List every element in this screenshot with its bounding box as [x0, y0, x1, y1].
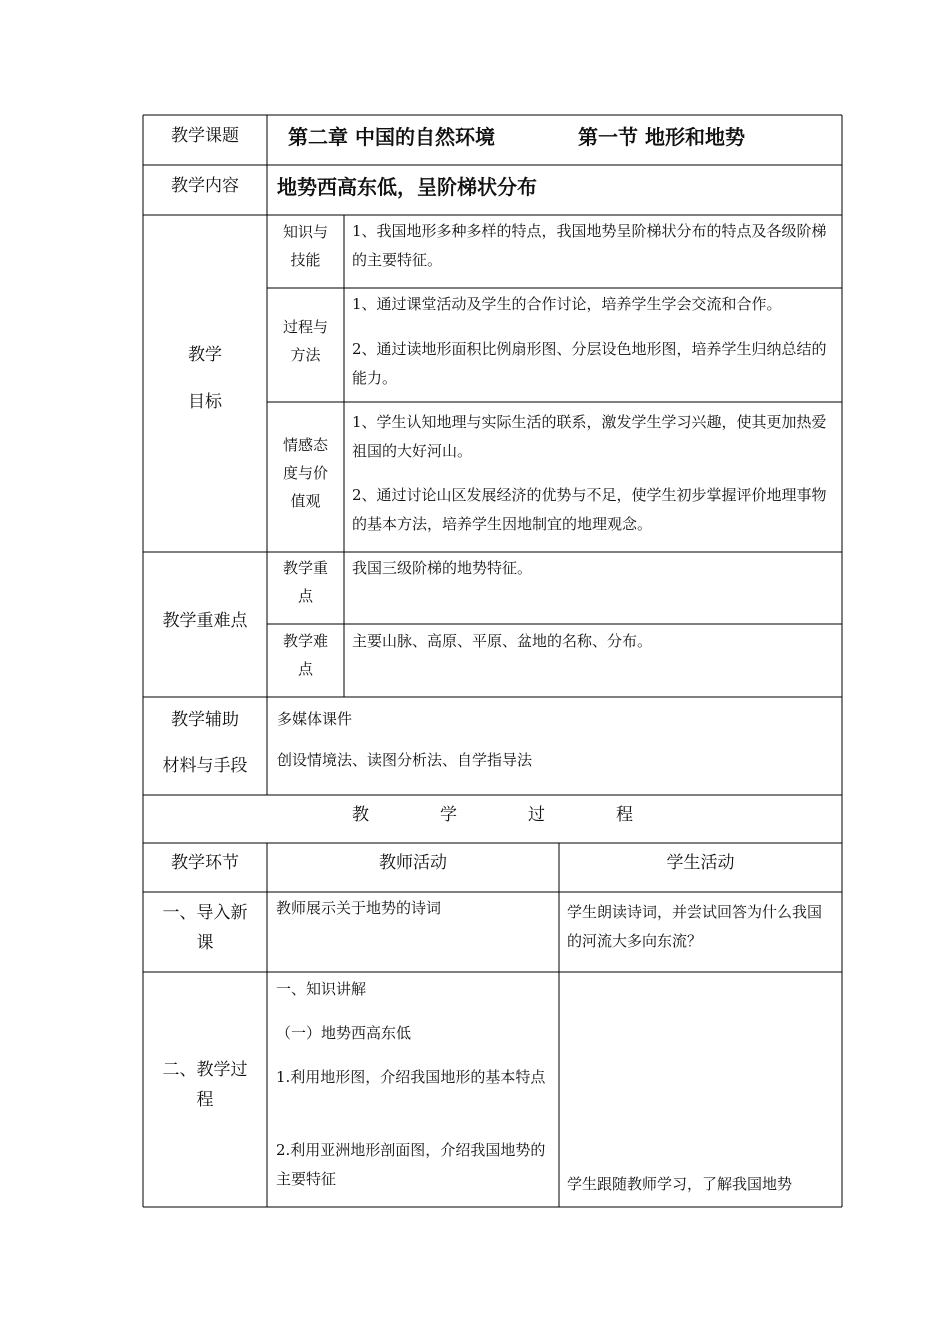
focus-label-1: 教学重 [282, 559, 328, 577]
emotion-label-2: 度与价 [282, 464, 328, 482]
materials-label-2: 材料与手段 [162, 756, 248, 776]
materials-line-1: 多媒体课件 [277, 710, 353, 728]
difficulty-label-2: 点 [297, 660, 313, 678]
row2-teacher-line: 一、知识讲解 [276, 980, 367, 998]
process-label-1: 过程与 [282, 318, 328, 336]
col-teacher-header: 教师活动 [379, 853, 447, 873]
topic-label: 教学课题 [171, 126, 239, 146]
difficulty-text: 主要山脉、高原、平原、盆地的名称、分布。 [352, 632, 653, 650]
process-label-2: 方法 [290, 346, 321, 364]
materials-line-2: 创设情境法、读图分析法、自学指导法 [277, 751, 533, 769]
content-label: 教学内容 [171, 176, 239, 196]
topic-chapter: 第二章 中国的自然环境 [288, 125, 495, 149]
process-text-2: 2、通过读地形面积比例扇形图、分层设色地形图，培养学生归纳总结的能力。 [352, 340, 827, 387]
emotion-label-3: 值观 [290, 492, 321, 510]
content-value: 地势西高东低，呈阶梯状分布 [277, 175, 537, 199]
row1-stage-2: 课 [196, 933, 214, 953]
process-title-char: 过 [528, 805, 545, 825]
keypoints-label: 教学重难点 [162, 611, 248, 631]
difficulty-label-1: 教学难 [282, 632, 328, 650]
focus-label-2: 点 [297, 587, 313, 605]
row2-stage-1: 二、教学过 [162, 1060, 248, 1080]
process-title-char: 教 [352, 805, 369, 825]
materials-label-1: 教学辅助 [171, 710, 239, 730]
process-title-char: 学 [440, 805, 457, 825]
row2-teacher-line: （一）地势西高东低 [276, 1024, 412, 1042]
knowledge-label-2: 技能 [290, 251, 321, 269]
row2-teacher-line: 1.利用地形图，介绍我国地形的基本特点 [276, 1068, 546, 1086]
emotion-text-1: 1、学生认知地理与实际生活的联系，激发学生学习兴趣，使其更加热爱祖国的大好河山。 [352, 413, 827, 460]
objectives-label-1: 教学 [188, 345, 222, 365]
focus-text: 我国三级阶梯的地势特征。 [352, 559, 533, 577]
row1-teacher: 教师展示关于地势的诗词 [276, 899, 442, 917]
knowledge-label-1: 知识与 [282, 223, 328, 241]
process-text-1: 1、通过课堂活动及学生的合作讨论，培养学生学会交流和合作。 [352, 295, 782, 313]
row2-student: 学生跟随教师学习，了解我国地势 [567, 1175, 793, 1193]
emotion-label-1: 情感态 [282, 436, 328, 454]
emotion-text-2: 2、通过讨论山区发展经济的优势与不足，使学生初步掌握评价地理事物的基本方法，培养学生因地制宜的地理观念。 [352, 486, 827, 533]
objectives-label-2: 目标 [188, 392, 222, 412]
row2-stage-2: 程 [196, 1090, 214, 1110]
col-stage-header: 教学环节 [171, 853, 239, 873]
process-title [143, 801, 842, 830]
row1-stage-1: 一、导入新 [162, 903, 248, 923]
knowledge-text: 1、我国地形多种多样的特点，我国地势呈阶梯状分布的特点及各级阶梯的主要特征。 [352, 222, 827, 269]
process-title-char: 程 [616, 805, 633, 825]
row1-student: 学生朗读诗词，并尝试回答为什么我国的河流大多向东流？ [567, 903, 823, 950]
row2-teacher-line: 2.利用亚洲地形剖面图，介绍我国地势的主要特征 [276, 1141, 546, 1188]
topic-section: 第一节 地形和地势 [578, 125, 745, 149]
col-student-header: 学生活动 [666, 853, 735, 873]
